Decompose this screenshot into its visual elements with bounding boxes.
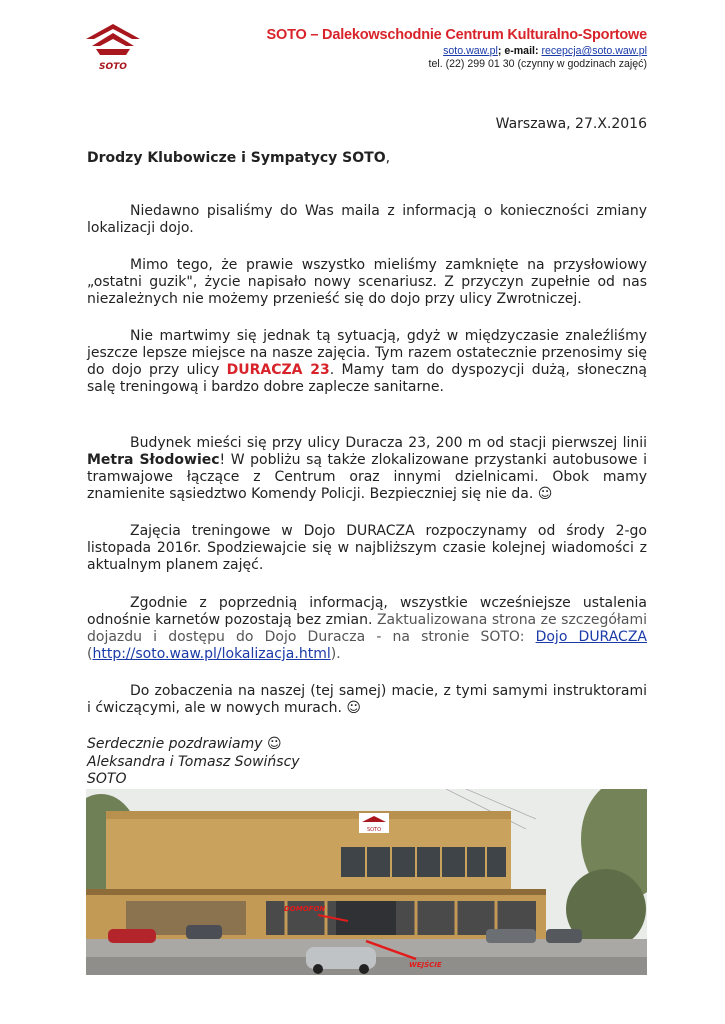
dojo-link[interactable]: Dojo DURACZA (535, 629, 647, 645)
paragraph-7: Do zobaczenia na naszej (tej samej) macie, z tymi samymi instruktorami i ćwiczącymi, ale w nowych murach. ☺ (87, 683, 647, 716)
greeting-text: Drodzy Klubowicze i Sympatycy SOTO (87, 150, 386, 166)
signature (87, 736, 300, 789)
email-link[interactable]: recepcja@soto.waw.pl (541, 45, 647, 57)
p4-text-a: Budynek mieści się przy ulicy Duracza 23, 200 m od stacji pierwszej linii (130, 435, 647, 451)
paragraph-2: Mimo tego, że prawie wszystko mieliśmy zamknięte na przysłowiowy „ostatni guzik", życie napisało nowy scenariusz. Z przyczyn zupełnie od nas niezależnych nie możemy przenieść się do dojo przy ulicy Zwrotniczej. (87, 257, 647, 307)
building-photo (86, 789, 647, 975)
greeting-comma: , (385, 150, 391, 166)
p6-gray-text: Zaktualizowana strona ze szczegółami dojazdu i dostępu do Dojo Duracza - na stronie SOTO: (87, 612, 647, 645)
p6-text-a: Zgodnie z poprzednią informacją, wszystkie wcześniejsze ustalenia odnośnie karnetów pozostają bez zmian. (87, 595, 647, 628)
soto-logo (84, 22, 142, 74)
address-highlight: DURACZA 23 (226, 362, 330, 378)
p6-paren-open: ( (87, 646, 93, 662)
metro-name: Metra Słodowiec (87, 452, 220, 468)
p3-text-b: . Mamy tam do dyspozycji dużą, słoneczną salę treningową i bardzo dobre zaplecze sanitarne. (87, 362, 647, 395)
contact-line (267, 45, 647, 57)
email-label: ; e-mail: (497, 45, 542, 57)
sign-line-1: Serdecznie pozdrawiamy ☺ (87, 736, 282, 752)
paragraph-4 (87, 435, 647, 503)
letterhead (267, 27, 647, 70)
website-link[interactable]: soto.waw.pl (443, 45, 498, 57)
p3-text-a: Nie martwimy się jednak tą sytuacją, gdyż w międzyczasie znaleźliśmy jeszcze lepsze miejsce na nasze zajęcia. Tym razem ostatecznie przenosimy się do dojo przy ulicy (87, 328, 647, 378)
domofon-label: DOMOFON (284, 905, 326, 913)
org-name: SOTO – Dalekowschodnie Centrum Kulturalno-Sportowe (266, 27, 647, 43)
paragraph-1: Niedawno pisaliśmy do Was maila z informacją o konieczności zmiany lokalizacji dojo. (87, 203, 647, 236)
photo-sign-text: SOTO (366, 827, 382, 833)
logo-text: SOTO (99, 62, 127, 72)
paragraph-3 (87, 328, 647, 396)
letter-date: Warszawa, 27.X.2016 (495, 116, 647, 132)
wejscie-label: WEJŚCIE (409, 961, 442, 969)
paragraph-5: Zajęcia treningowe w Dojo DURACZA rozpoczynamy od środy 2-go listopada 2016r. Spodziewajcie się w najbliższym czasie kolejnej wiadomości z aktualnym planem zajęć. (87, 523, 647, 573)
p4-text-b: ! W pobliżu są także zlokalizowane przystanki autobusowe i tramwajowe łączące z Centrum oraz innymi dzielnicami. Obok mamy znamienite sąsiedztwo Komendy Policji. Bezpieczniej się nie da. ☺ (87, 452, 647, 502)
location-url-link[interactable]: http://soto.waw.pl/lokalizacja.html (92, 646, 331, 662)
phone-line: tel. (22) 299 01 30 (czynny w godzinach zajęć) (428, 58, 647, 70)
p6-paren-close: ). (330, 646, 341, 662)
greeting (87, 150, 390, 166)
paragraph-6 (87, 595, 647, 663)
sign-line-2: Aleksandra i Tomasz Sowińscy (87, 753, 300, 770)
sign-line-3: SOTO (87, 771, 127, 787)
